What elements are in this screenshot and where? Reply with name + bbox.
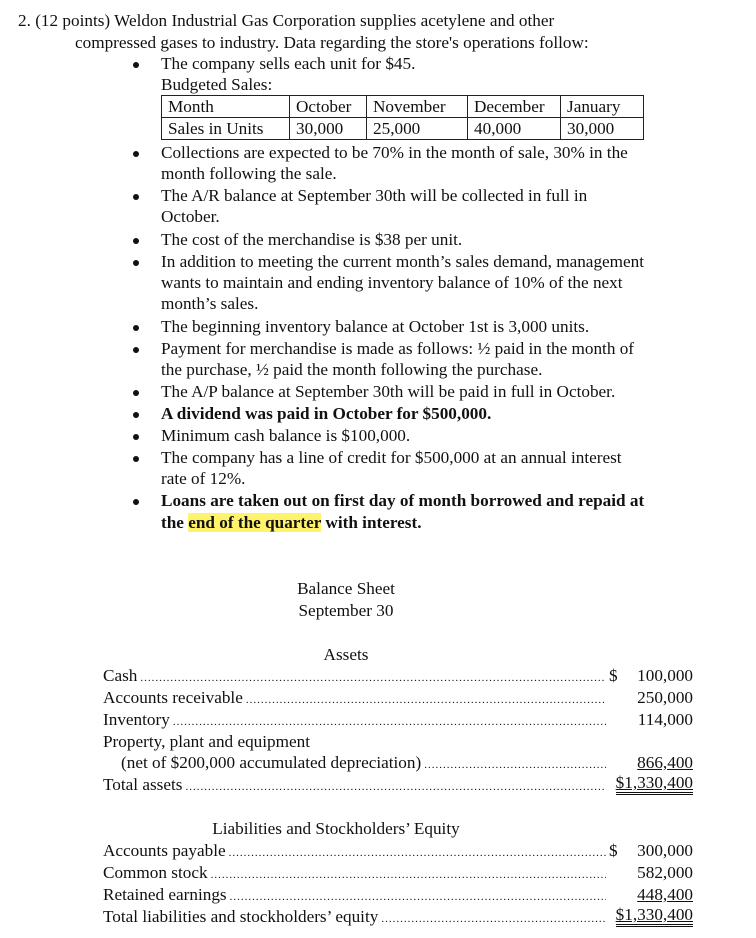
inventory-label: Inventory	[103, 710, 170, 729]
bullet-inventory-cont2: month’s sales.	[161, 294, 259, 313]
inventory-row	[103, 709, 693, 730]
dot-leader	[246, 692, 606, 708]
bullet-inventory-cont: wants to maintain and ending inventory balance of 10% of the next	[161, 273, 623, 292]
cash-row	[103, 665, 693, 686]
bullet-dot	[133, 194, 139, 200]
bullet-payment-cont: the purchase, ½ paid the month following the purchase.	[161, 360, 543, 379]
dot-leader	[381, 911, 606, 927]
bullet-cost: The cost of the merchandise is $38 per unit.	[161, 230, 463, 249]
ppe-row	[103, 731, 693, 752]
table-cell: 30,000	[290, 118, 367, 140]
ppe-label: Property, plant and equipment	[103, 732, 310, 751]
bullet-loans-cont	[161, 512, 422, 533]
bullet-dot	[133, 260, 139, 266]
ppe-net-row	[103, 752, 693, 773]
bullet-price: The company sells each unit for $45.	[161, 54, 416, 73]
bullet-collections-cont: month following the sale.	[161, 164, 337, 183]
assets-heading: Assets	[323, 645, 369, 664]
retained-earnings-row	[103, 884, 693, 905]
dollar-sign: $	[609, 666, 618, 685]
retained-earnings-value: 448,400	[637, 885, 693, 904]
retained-earnings-label: Retained earnings	[103, 885, 227, 904]
table-cell: 25,000	[367, 118, 468, 140]
total-le-label: Total liabilities and stockholders’ equity	[103, 907, 379, 926]
table-row	[162, 118, 644, 140]
ap-row	[103, 840, 693, 861]
dollar-sign: $	[609, 841, 618, 860]
bullet-min-cash: Minimum cash balance is $100,000.	[161, 426, 411, 445]
common-stock-row	[103, 862, 693, 883]
bullet-ar-cont: October.	[161, 207, 220, 226]
table-cell: November	[367, 96, 468, 118]
common-stock-value: 582,000	[637, 863, 693, 882]
bullet-ar: The A/R balance at September 30th will be collected in full in	[161, 186, 588, 205]
bullet-dot	[133, 499, 139, 505]
highlighted-text: end of the quarter	[188, 513, 322, 532]
inventory-value: 114,000	[637, 710, 693, 729]
table-cell: 40,000	[468, 118, 561, 140]
question-heading-line2: compressed gases to industry. Data regarding the store's operations follow:	[75, 33, 589, 52]
bullet-dot	[133, 390, 139, 396]
budgeted-sales-label: Budgeted Sales:	[161, 75, 273, 94]
table-cell: 30,000	[561, 118, 644, 140]
ap-label: Accounts payable	[103, 841, 226, 860]
cash-value: 100,000	[637, 666, 693, 685]
bullet-loans: Loans are taken out on first day of month borrowed and repaid at	[161, 491, 645, 510]
dot-leader	[140, 670, 606, 686]
table-cell: December	[468, 96, 561, 118]
bullet-dividend: A dividend was paid in October for $500,000.	[161, 404, 492, 423]
ppe-value: 866,400	[637, 753, 693, 772]
bullet-dot	[133, 238, 139, 244]
total-assets-row	[103, 774, 693, 795]
dot-leader	[211, 867, 606, 883]
bullet-dot	[133, 456, 139, 462]
dot-leader	[230, 889, 606, 905]
bullet-payment: Payment for merchandise is made as follows: ½ paid in the month of	[161, 339, 635, 358]
table-cell: Month	[162, 96, 290, 118]
cash-label: Cash	[103, 666, 138, 685]
table-cell: October	[290, 96, 367, 118]
total-assets-value: $1,330,400	[616, 774, 693, 795]
bullet-begin-inventory: The beginning inventory balance at October 1st is 3,000 units.	[161, 317, 590, 336]
loans-text-a: the	[161, 513, 189, 532]
bullet-dot	[133, 347, 139, 353]
dot-leader	[185, 779, 606, 795]
bullet-inventory: In addition to meeting the current month’s sales demand, management	[161, 252, 645, 271]
ar-label: Accounts receivable	[103, 688, 243, 707]
bullet-credit-line-cont: rate of 12%.	[161, 469, 246, 488]
ar-row	[103, 687, 693, 708]
bullet-credit-line: The company has a line of credit for $500,000 at an annual interest	[161, 448, 622, 467]
common-stock-label: Common stock	[103, 863, 208, 882]
balance-sheet-title: Balance Sheet	[297, 579, 395, 598]
bullet-collections: Collections are expected to be 70% in the month of sale, 30% in the	[161, 143, 628, 162]
liabilities-heading: Liabilities and Stockholders’ Equity	[212, 819, 460, 838]
bullet-dot	[133, 434, 139, 440]
total-le-value: $1,330,400	[616, 906, 693, 927]
table-cell: January	[561, 96, 644, 118]
dot-leader	[173, 714, 606, 730]
bullet-ap: The A/P balance at September 30th will be paid in full in October.	[161, 382, 616, 401]
dot-leader	[229, 845, 606, 861]
table-cell: Sales in Units	[162, 118, 290, 140]
dot-leader	[424, 757, 606, 773]
total-assets-label: Total assets	[103, 775, 183, 794]
budgeted-sales-table	[161, 95, 644, 140]
ap-value: 300,000	[637, 841, 693, 860]
balance-sheet-date: September 30	[298, 601, 394, 620]
question-heading: 2. (12 points) Weldon Industrial Gas Corporation supplies acetylene and other	[18, 11, 555, 30]
bullet-dot	[133, 325, 139, 331]
total-le-row	[103, 906, 693, 927]
ar-value: 250,000	[637, 688, 693, 707]
bullet-dot	[133, 62, 139, 68]
bullet-dot	[133, 151, 139, 157]
table-header-row	[162, 96, 644, 118]
bullet-dot	[133, 412, 139, 418]
loans-text-c: with interest.	[321, 513, 422, 532]
ppe-net-label: (net of $200,000 accumulated depreciation)	[121, 753, 422, 772]
